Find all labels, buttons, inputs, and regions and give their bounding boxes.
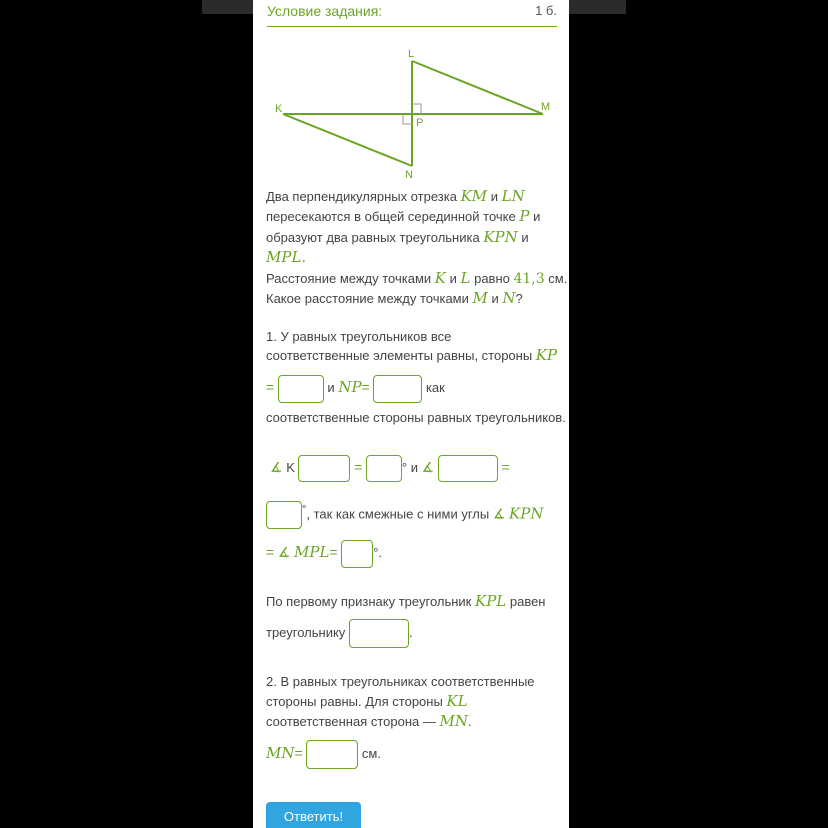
mn-answer-input[interactable]	[306, 740, 358, 769]
right-angle-mark-2	[403, 114, 412, 124]
label-n: N	[405, 169, 413, 180]
right-angle-mark	[412, 104, 421, 114]
angle-k-degrees-input[interactable]	[366, 455, 402, 482]
step2-line-1: 2. В равных треугольниках соответственные	[266, 674, 535, 689]
task-panel	[253, 0, 569, 828]
geometry-figure	[253, 40, 569, 180]
step1-line-2: соответственные элементы равны, стороны KP	[266, 346, 558, 364]
problem-line-6: Какое расстояние между точками M и N?	[266, 289, 523, 307]
angle-icon-2: ∡	[421, 459, 435, 475]
step1-line-9: треугольнику .	[266, 618, 413, 648]
task-header	[267, 0, 557, 27]
angle-k-vertex-input[interactable]	[298, 455, 350, 482]
step2-line-4: MN= см.	[266, 738, 381, 769]
angle-icon: ∡	[270, 459, 283, 475]
angle-kpn-degrees-input[interactable]	[341, 540, 373, 568]
segment-kn	[283, 114, 412, 166]
step1-line-8: По первому признаку треугольник KPL равен	[266, 592, 546, 610]
angle-icon-4: ∡	[277, 544, 291, 560]
triangle-answer-input[interactable]	[349, 619, 409, 648]
label-m: M	[541, 101, 551, 113]
angle-second-input[interactable]	[438, 455, 498, 482]
step2-line-3: соответственная сторона — MN.	[266, 712, 472, 730]
task-points: 1 б.	[535, 3, 557, 18]
kp-answer-input[interactable]	[278, 375, 324, 403]
label-k: K	[275, 103, 283, 115]
label-l: L	[408, 48, 415, 60]
problem-line-2: пересекаются в общей серединной точке P и	[266, 207, 541, 225]
step1-line-3: = и NP= как	[266, 373, 445, 403]
segment-lm	[412, 61, 543, 114]
angle-second-degrees-input[interactable]	[266, 501, 302, 529]
problem-line-1: Два перпендикулярных отрезка KM и LN	[266, 187, 525, 205]
step1-line-6: °, так как смежные с ними углы ∡ KPN	[266, 495, 543, 529]
label-p: P	[416, 117, 424, 129]
step1-line-7: = ∡ MPL= °.	[266, 537, 382, 568]
step1-line-1: 1. У равных треугольников все	[266, 329, 452, 344]
problem-line-5: Расстояние между точками K и L равно 41,3 см.	[266, 269, 568, 287]
problem-line-4: MPL.	[266, 248, 307, 266]
step1-line-4: соответственные стороны равных треугольников.	[266, 410, 566, 425]
angle-icon-3: ∡	[492, 505, 506, 522]
problem-line-3: образуют два равных треугольника KPN и	[266, 228, 529, 246]
step2-line-2: стороны равны. Для стороны KL	[266, 692, 468, 710]
submit-button[interactable]: Ответить!	[266, 802, 361, 828]
task-title: Условие задания:	[267, 3, 383, 19]
step1-angle-line: ∡ K = ° и ∡ =	[270, 453, 510, 482]
np-answer-input[interactable]	[373, 375, 422, 403]
